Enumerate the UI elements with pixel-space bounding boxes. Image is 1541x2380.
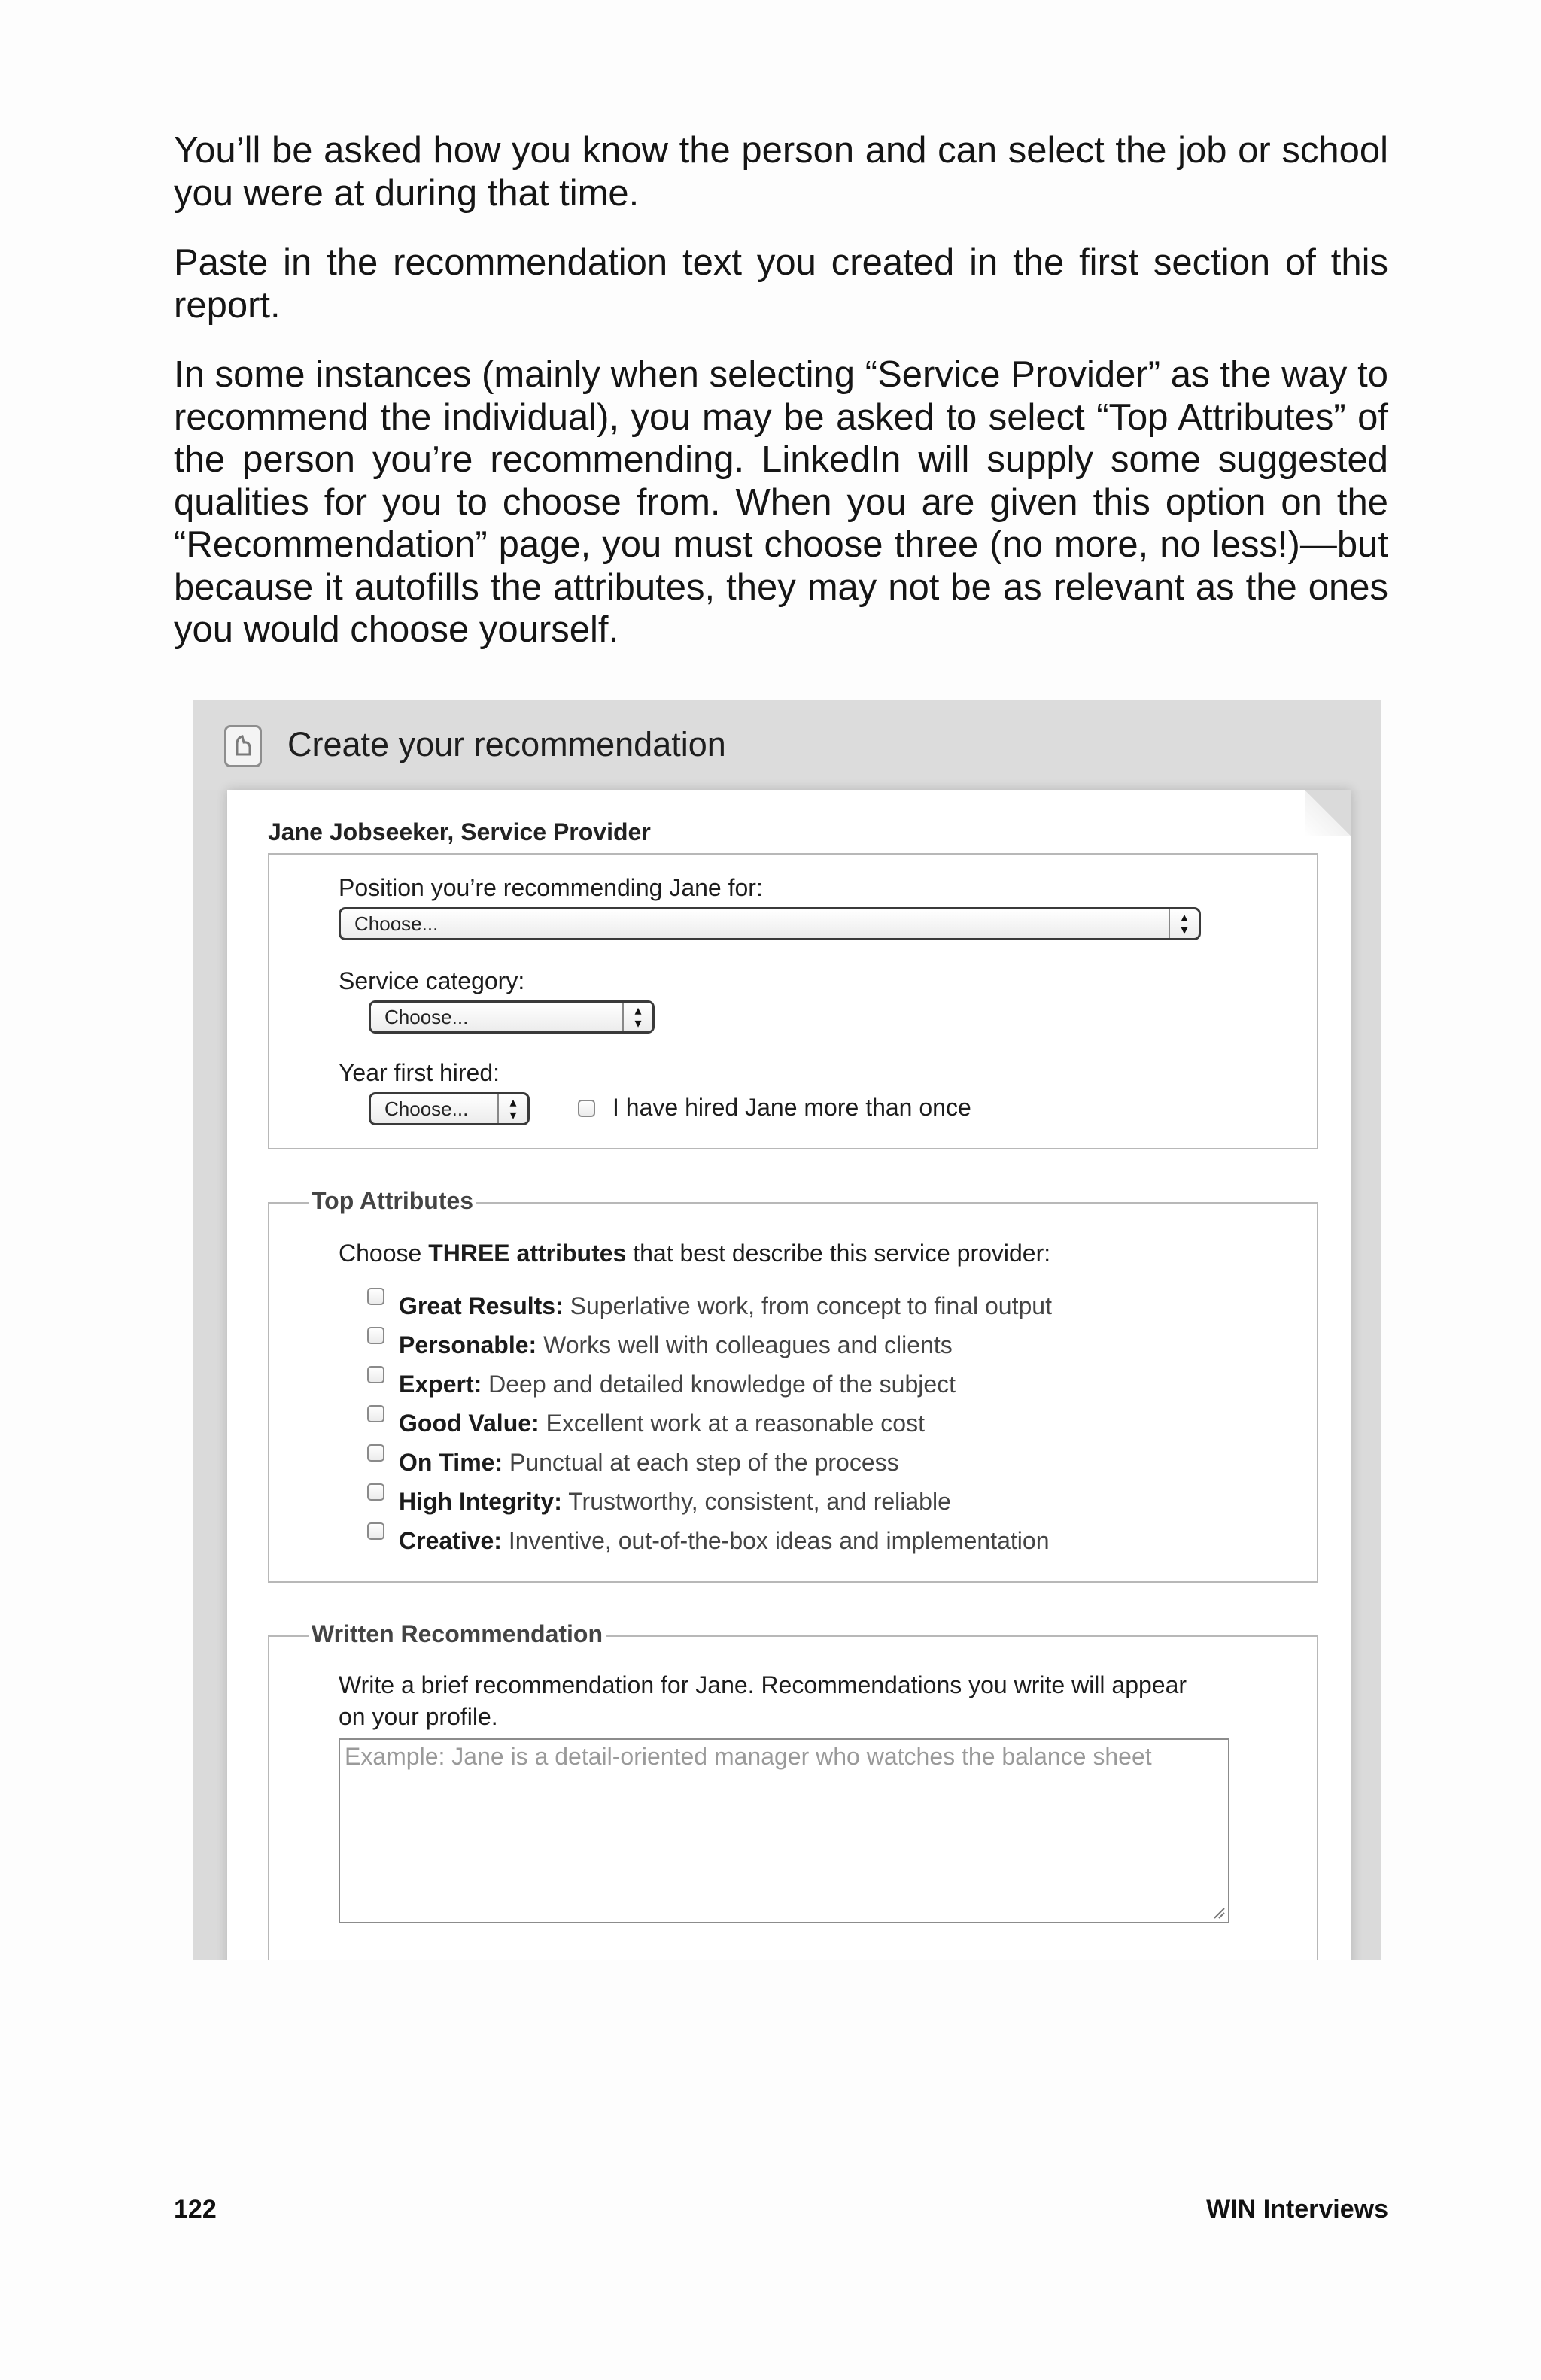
attribute-creative: Creative: Inventive, out-of-the-box ideas and implementation <box>399 1527 1050 1554</box>
recipient-heading: Jane Jobseeker, Service Provider <box>268 818 651 845</box>
top-attributes-intro: Choose THREE attributes that best describe this service provider: <box>339 1240 1051 1267</box>
position-select-value: Choose... <box>354 912 439 935</box>
position-fieldset <box>268 853 1318 1149</box>
written-intro-line-2: on your profile. <box>339 1703 498 1730</box>
resize-handle-icon[interactable] <box>1211 1905 1225 1919</box>
service-category-label: Service category: <box>339 967 525 994</box>
position-label: Position you’re recommending Jane for: <box>339 874 763 901</box>
written-intro-line-1: Write a brief recommendation for Jane. Recommendations you write will appear <box>339 1671 1187 1698</box>
recommendation-icon <box>224 725 262 767</box>
year-select-value: Choose... <box>384 1097 469 1120</box>
service-select-value: Choose... <box>384 1006 469 1028</box>
paragraph-1: You’ll be asked how you know the person and can select the job or school you were at during that time. <box>174 130 1388 214</box>
page-fold <box>1305 790 1351 836</box>
attribute-checkbox-on-time[interactable] <box>367 1444 384 1462</box>
attribute-checkbox-creative[interactable] <box>367 1522 384 1540</box>
attribute-good-value: Good Value: Excellent work at a reasonable cost <box>399 1410 925 1437</box>
hired-more-label: I have hired Jane more than once <box>612 1094 971 1121</box>
recommendation-textarea[interactable] <box>339 1738 1229 1923</box>
position-select[interactable] <box>339 907 1201 940</box>
attribute-on-time: On Time: Punctual at each step of the process <box>399 1449 899 1476</box>
top-attributes-fieldset <box>268 1187 1318 1583</box>
attribute-checkbox-great-results[interactable] <box>367 1288 384 1305</box>
attribute-expert: Expert: Deep and detailed knowledge of the subject <box>399 1371 956 1398</box>
written-recommendation-fieldset <box>268 1620 1318 1960</box>
hired-more-checkbox[interactable] <box>578 1100 595 1117</box>
body-text <box>174 129 1388 678</box>
paragraph-3: In some instances (mainly when selecting “Service Provider” as the way to recommend the individual), you may be asked to select “Top Attributes” of the person you’re recommending. LinkedIn will supply some suggested qualities for you to choose from. When you are given this option on the “Recommendation” page, you must choose three (no more, no less!)—but because it autofills the attributes, they may not be as relevant as the ones you would choose yourself. <box>174 354 1388 650</box>
attribute-great-results: Great Results: Superlative work, from concept to final output <box>399 1292 1052 1319</box>
top-attributes-legend: Top Attributes <box>309 1187 476 1215</box>
book-title: WIN Interviews <box>1206 2195 1388 2224</box>
recommendation-screenshot <box>193 700 1381 1960</box>
attribute-checkbox-high-integrity[interactable] <box>367 1483 384 1501</box>
year-hired-select[interactable] <box>369 1092 530 1125</box>
textarea-placeholder: Example: Jane is a detail-oriented manager who watches the balance sheet <box>345 1743 1152 1770</box>
attribute-high-integrity: High Integrity: Trustworthy, consistent, and reliable <box>399 1488 951 1515</box>
written-recommendation-legend: Written Recommendation <box>309 1620 606 1648</box>
attribute-checkbox-personable[interactable] <box>367 1327 384 1344</box>
attribute-personable: Personable: Works well with colleagues and clients <box>399 1331 953 1358</box>
page-number: 122 <box>174 2195 217 2224</box>
attribute-checkbox-expert[interactable] <box>367 1366 384 1383</box>
recommendation-form <box>227 790 1351 1960</box>
attribute-checkbox-good-value[interactable] <box>367 1405 384 1422</box>
year-hired-label: Year first hired: <box>339 1059 500 1086</box>
select-arrows-icon: ▴ ▾ <box>1169 909 1199 938</box>
paragraph-2: Paste in the recommendation text you created in the first section of this report. <box>174 242 1388 326</box>
screenshot-title: Create your recommendation <box>287 725 726 763</box>
select-arrows-icon: ▴ ▾ <box>497 1094 527 1123</box>
screenshot-header <box>193 700 1381 790</box>
service-category-select[interactable] <box>369 1000 655 1034</box>
select-arrows-icon: ▴ ▾ <box>622 1003 652 1031</box>
